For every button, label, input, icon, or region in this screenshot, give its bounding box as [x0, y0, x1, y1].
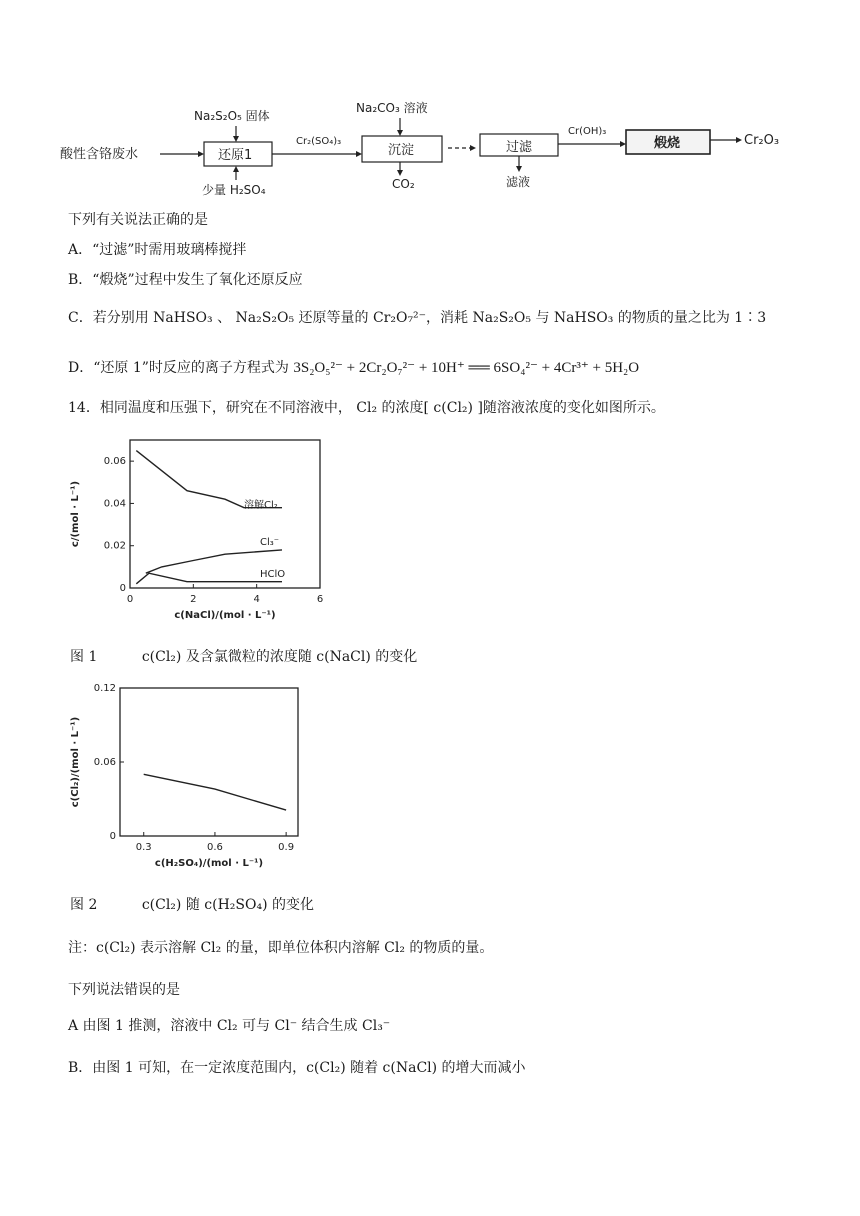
- q14-prompt: 下列说法错误的是: [68, 982, 180, 998]
- figure-1-chart: [64, 430, 354, 630]
- y-tick-label: 0: [109, 831, 116, 842]
- figure-2-chart: [64, 680, 324, 880]
- flow-box-reduction-label: 还原1: [218, 148, 253, 163]
- q13-option-a: A．“过滤”时需用玻璃棒搅拌: [68, 242, 247, 258]
- flow-product-co2: CO₂: [392, 177, 415, 191]
- q13-prompt: 下列有关说法正确的是: [68, 212, 208, 228]
- x-tick-label: 0.6: [206, 842, 223, 853]
- flow-reagent-na2co3: Na₂CO₃ 溶液: [356, 101, 428, 115]
- y-tick-label: 0.12: [93, 683, 116, 694]
- q13-option-d-prefix: D．“还原 1”时反应的离子方程式为: [68, 360, 294, 376]
- x-axis-label: c(H₂SO₄)/(mol · L⁻¹): [154, 858, 264, 869]
- y-tick-label: 0.04: [103, 498, 126, 510]
- y-tick-label: 0.02: [103, 540, 126, 552]
- note: 注：c(Cl₂) 表示溶解 Cl₂ 的量，即单位体积内溶解 Cl₂ 的物质的量。: [68, 940, 494, 956]
- process-flowchart: [60, 96, 800, 196]
- q14-option-a: A 由图 1 推测，溶液中 Cl₂ 可与 Cl⁻ 结合生成 Cl₃⁻: [68, 1018, 391, 1034]
- plot-frame: [130, 440, 320, 588]
- flow-product-cr2o3: Cr₂O₃: [744, 133, 780, 148]
- flow-start-label: 酸性含铬废水: [60, 147, 139, 162]
- flow-reagent-na2s2o5: Na₂S₂O₅ 固体: [194, 109, 270, 123]
- flow-box-filter-label: 过滤: [506, 140, 533, 155]
- x-tick-label: 4: [253, 594, 260, 605]
- y-tick-label: 0: [119, 583, 126, 594]
- x-tick-label: 2: [190, 594, 197, 605]
- series-label-2: Cl₃⁻: [260, 537, 280, 548]
- x-tick-label: 0: [126, 594, 134, 605]
- series-line-1: [144, 774, 286, 810]
- flow-box-precipitate-label: 沉淀: [388, 143, 415, 158]
- q13-option-d-equation: 3S₂O₅²⁻ + 2Cr₂O₇²⁻ + 10H⁺ ══ 6SO₄²⁻ + 4Cr³⁺ + 5H₂O: [293, 360, 640, 376]
- y-tick-label: 0.06: [103, 456, 126, 468]
- q13-option-b: B．“煅烧”过程中发生了氧化还原反应: [68, 272, 303, 288]
- x-axis-label: c(NaCl)/(mol · L⁻¹): [174, 610, 276, 621]
- q14-stem: 14．相同温度和压强下，研究在不同溶液中， Cl₂ 的浓度[ c(Cl₂) ]随溶液浓度的变化如图所示。: [68, 400, 665, 416]
- flow-intermediate-cr2so43: Cr₂(SO₄)₃: [296, 136, 342, 147]
- flow-product-filtrate: 滤液: [506, 175, 531, 189]
- figure-2-label: 图 2: [70, 897, 98, 913]
- series-label-1: 溶解Cl₂: [244, 500, 278, 511]
- flow-intermediate-croh3: Cr(OH)₃: [568, 126, 607, 137]
- flow-reagent-h2so4: 少量 H₂SO₄: [202, 183, 266, 196]
- y-axis-label: c/(mol · L⁻¹): [70, 480, 81, 548]
- q13-option-d: [68, 358, 639, 378]
- q13-option-c: C．若分别用 NaHSO₃ 、 Na₂S₂O₅ 还原等量的 Cr₂O₇²⁻，消耗 Na₂S₂O₅ 与 NaHSO₃ 的物质的量之比为 1∶3: [68, 310, 767, 326]
- flow-box-calcination-label: 煅烧: [654, 136, 681, 151]
- y-axis-label: c(Cl₂)/(mol · L⁻¹): [70, 716, 81, 808]
- q14-option-b: B．由图 1 可知，在一定浓度范围内，c(Cl₂) 随着 c(NaCl) 的增大而减小: [68, 1060, 526, 1076]
- figure-2-caption-text: c(Cl₂) 随 c(H₂SO₄) 的变化: [141, 897, 314, 913]
- x-tick-label: 0.9: [278, 842, 295, 853]
- figure-1-caption-text: c(Cl₂) 及含氯微粒的浓度随 c(NaCl) 的变化: [141, 649, 418, 665]
- x-tick-label: 6: [316, 594, 324, 605]
- figure-2-caption: [70, 894, 314, 914]
- series-label-3: HClO: [260, 569, 286, 580]
- figure-1-caption: [70, 646, 417, 666]
- plot-frame: [120, 688, 298, 836]
- y-tick-label: 0.06: [93, 757, 116, 768]
- figure-1-label: 图 1: [70, 649, 98, 665]
- x-tick-label: 0.3: [135, 842, 152, 853]
